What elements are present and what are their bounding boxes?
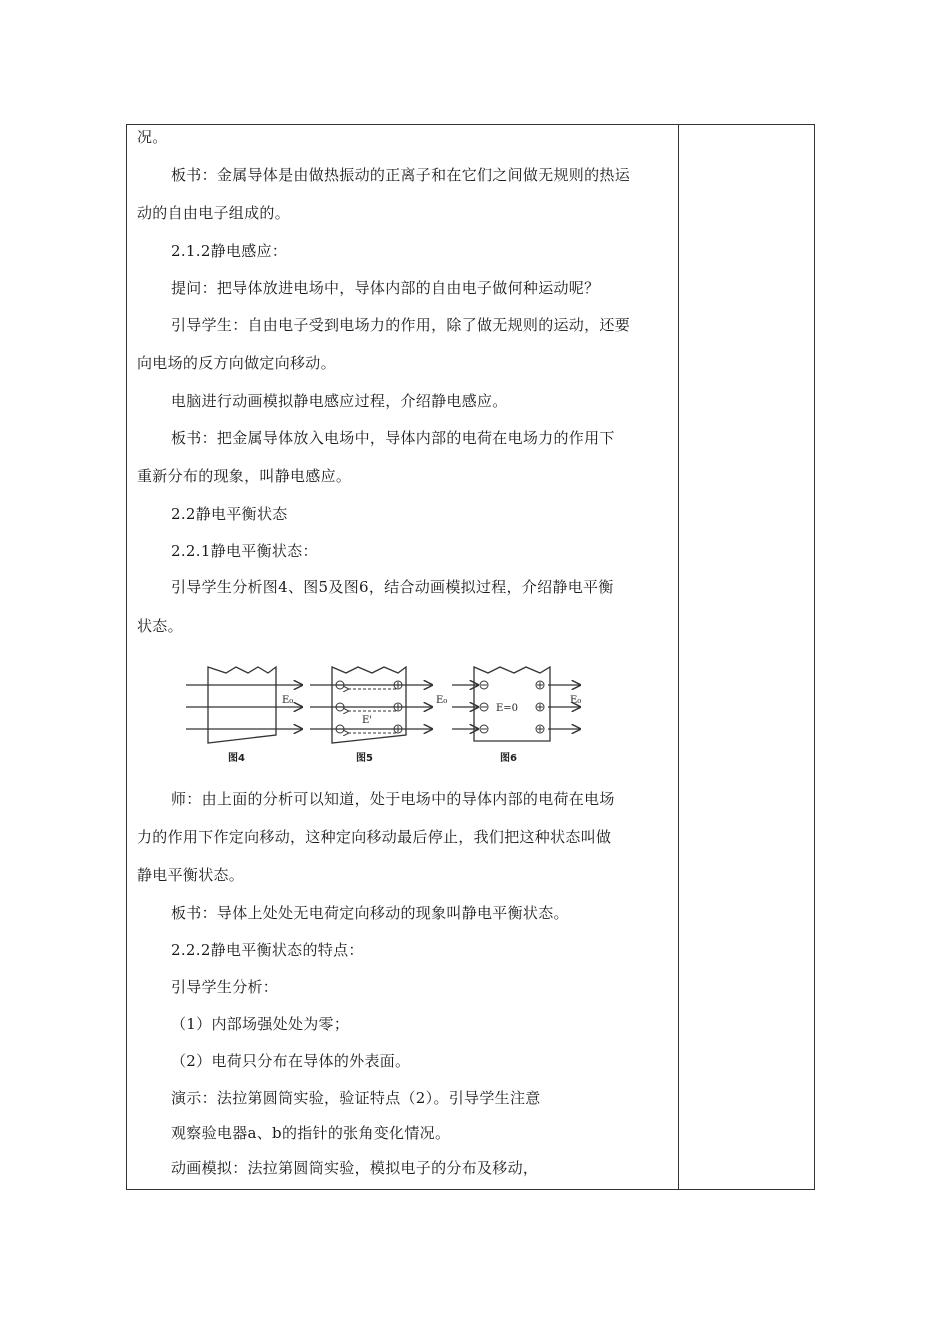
figure-4 — [186, 667, 302, 764]
lesson-table — [126, 124, 815, 1190]
figure-6 — [452, 667, 581, 764]
section-heading: 2.2静电平衡状态 — [171, 505, 288, 523]
text-line: 引导学生分析图4、图5及图6，结合动画模拟过程，介绍静电平衡 — [171, 578, 614, 596]
field-label: E₀ — [436, 695, 448, 706]
section-heading: 2.1.2静电感应： — [171, 242, 288, 260]
induced-field-label: E' — [362, 715, 373, 726]
text-line: 引导学生分析： — [171, 978, 279, 996]
list-item: （1）内部场强处处为零； — [171, 1015, 350, 1033]
notes-column — [679, 125, 814, 1189]
zero-field-label: E=0 — [496, 703, 519, 714]
field-figure — [186, 661, 586, 769]
text-line: 观察验电器a、b的指针的张角变化情况。 — [171, 1124, 451, 1142]
section-heading: 2.2.2静电平衡状态的特点： — [171, 941, 364, 959]
text-line: 师：由上面的分析可以知道，处于电场中的导体内部的电荷在电场 — [171, 790, 615, 808]
text-line: 力的作用下作定向移动，这种定向移动最后停止，我们把这种状态叫做 — [137, 828, 612, 846]
text-line: 静电平衡状态。 — [137, 866, 245, 884]
text-line: 状态。 — [137, 617, 183, 635]
field-label: E₀ — [570, 695, 582, 706]
text-line: 提问：把导体放进电场中，导体内部的自由电子做何种运动呢？ — [171, 279, 600, 297]
field-label: E₀ — [282, 695, 294, 706]
text-line: 况。 — [137, 128, 168, 146]
figure-caption: 图6 — [500, 753, 517, 764]
list-item: （2）电荷只分布在导体的外表面。 — [171, 1052, 411, 1070]
text-line: 电脑进行动画模拟静电感应过程，介绍静电感应。 — [171, 392, 508, 410]
text-line: 板书：导体上处处无电荷定向移动的现象叫静电平衡状态。 — [171, 904, 569, 922]
text-line: 引导学生：自由电子受到电场力的作用，除了做无规则的运动，还要 — [171, 316, 631, 334]
figure-caption: 图5 — [356, 753, 373, 764]
text-line: 动画模拟：法拉第圆筒实验，模拟电子的分布及移动， — [171, 1159, 539, 1177]
text-line: 向电场的反方向做定向移动。 — [137, 354, 336, 372]
text-line: 重新分布的现象，叫静电感应。 — [137, 467, 352, 485]
text-line: 板书：金属导体是由做热振动的正离子和在它们之间做无规则的热运 — [171, 166, 631, 184]
figure-5 — [310, 667, 447, 764]
text-line: 动的自由电子组成的。 — [137, 204, 291, 222]
figure-caption: 图4 — [228, 753, 245, 764]
section-heading: 2.2.1静电平衡状态： — [171, 542, 318, 560]
text-line: 演示：法拉第圆筒实验，验证特点（2）。引导学生注意 — [171, 1089, 541, 1107]
text-line: 板书：把金属导体放入电场中，导体内部的电荷在电场力的作用下 — [171, 429, 615, 447]
